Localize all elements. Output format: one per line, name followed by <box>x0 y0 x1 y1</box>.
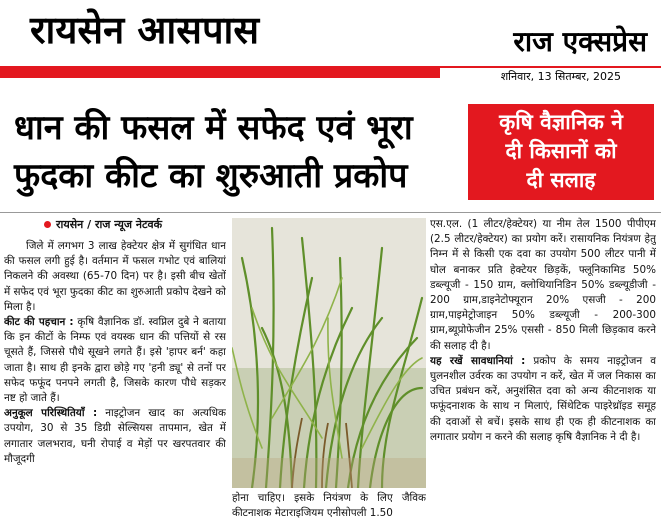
paragraph: कीट की पहचान : कृषि वैज्ञानिक डॉ. स्वप्निल दुबे ने बताया कि इन कीटों के निम्फ एवं वयस्क धान की पत्तियों से रस चूसते हैं, जिससे पौधे सूखने लगते हैं। इसे 'हापर बर्न' कहा जाता है। साथ ही इनके द्वारा छोड़े गए 'हनी ड्यू' से तनों पर सफेद फफूंद पनपने लगती है, जिसके कारण पौधे सड़कर नष्ट हो जाते हैं। <box>4 316 226 405</box>
subheading: कीट की पहचान : <box>4 316 74 329</box>
headline-line-1: धान की फसल में सफेद एवं भूरा <box>14 108 413 148</box>
paragraph: जिले में लगभग 3 लाख हेक्टेयर क्षेत्र में सुगंधित धान की फसल लगी हुई है। वर्तमान में फसल गभोट एवं बालियां निकलने की अवस्था (65-70 दिन) पर है। इसी बीच खेतों में सफेद एवं भूरा फुदका कीट का शुरुआती प्रकोप देखने को मिला है। <box>4 240 226 313</box>
byline-bullet-icon <box>44 221 51 228</box>
highlight-line: कृषि वैज्ञानिक ने <box>499 110 623 134</box>
highlight-line: दी सलाह <box>526 168 596 192</box>
issue-date: शनिवार, 13 सितम्बर, 2025 <box>500 70 621 83</box>
section-title: रायसेन आसपास <box>30 8 260 52</box>
highlight-box <box>468 104 654 200</box>
newspaper-name: राज एक्सप्रेस <box>513 25 647 58</box>
paragraph: होना चाहिए। इसके नियंत्रण के लिए जैविक कीटनाशक मेटाराइजियम एनीसोपली 1.50 <box>232 492 426 520</box>
article-column-2 <box>232 491 426 523</box>
paragraph: यह रखें सावधानियां : प्रकोप के समय नाइट्रोजन व घुलनशील उर्वरक का उपयोग न करें, खेत में जल निकास का उचित प्रबंधन करें, अनुशंसित दवा को अन्य कीटनाशक या फफूंदनाशक के साथ न मिलाएं, सिंथेटिक पाइरेथ्रॉइड समूह की दवाओं से बचें। इसके साथ ही एक ही कीटनाशक का लगातार प्रयोग न करने की सलाह कृषि वैज्ञानिक ने दी है। <box>430 354 656 443</box>
red-header-bar <box>0 66 440 78</box>
byline: रायसेन / राज न्यूज नेटवर्क <box>56 218 163 231</box>
headline-divider <box>0 212 661 213</box>
subheading: यह रखें सावधानियां : <box>430 354 526 367</box>
header-divider <box>440 66 661 68</box>
article-column-3 <box>430 217 656 523</box>
highlight-line: दी किसानों को <box>505 139 617 163</box>
paragraph: एस.एल. (1 लीटर/हेक्टेयर) या नीम तेल 1500 पीपीएम (2.5 लीटर/हेक्टेयर) का प्रयोग करें। रासायनिक नियंत्रण हेतु निम्न में से किसी एक दवा का उपयोग 500 लीटर पानी में घोल बनाकर प्रति हेक्टेयर छिड़कें, फ्लूनिकामिड 50% डब्ल्यूजी - 150 ग्राम, क्लोथियानिडिन 50% डब्ल्यूडीजी - 200 ग्राम,डाइनेटोफ्यूरान 20% एसजी - 200 ग्राम,पाइमेट्रोजाइन 50% डब्ल्यूजी - 200-300 ग्राम,ब्यूप्रोफेजीन 25% एससी - 850 मिली छिड़काव करने की सलाह दी है। <box>430 218 656 352</box>
headline-line-2: फुदका कीट का शुरुआती प्रकोप <box>14 156 408 196</box>
subheading: अनुकूल परिस्थितियाँ : <box>4 407 98 420</box>
article-column-1 <box>4 239 226 523</box>
paragraph: अनुकूल परिस्थितियाँ : नाइट्रोजन खाद का अत्यधिक उपयोग, 30 से 35 डिग्री सेल्सियस तापमान, खेत में लगातार जलभराव, घनी रोपाई व मेड़ों पर खरपतवार की मौजूदगी <box>4 407 226 465</box>
headline <box>14 104 413 200</box>
rice-plant-photo <box>232 218 426 488</box>
